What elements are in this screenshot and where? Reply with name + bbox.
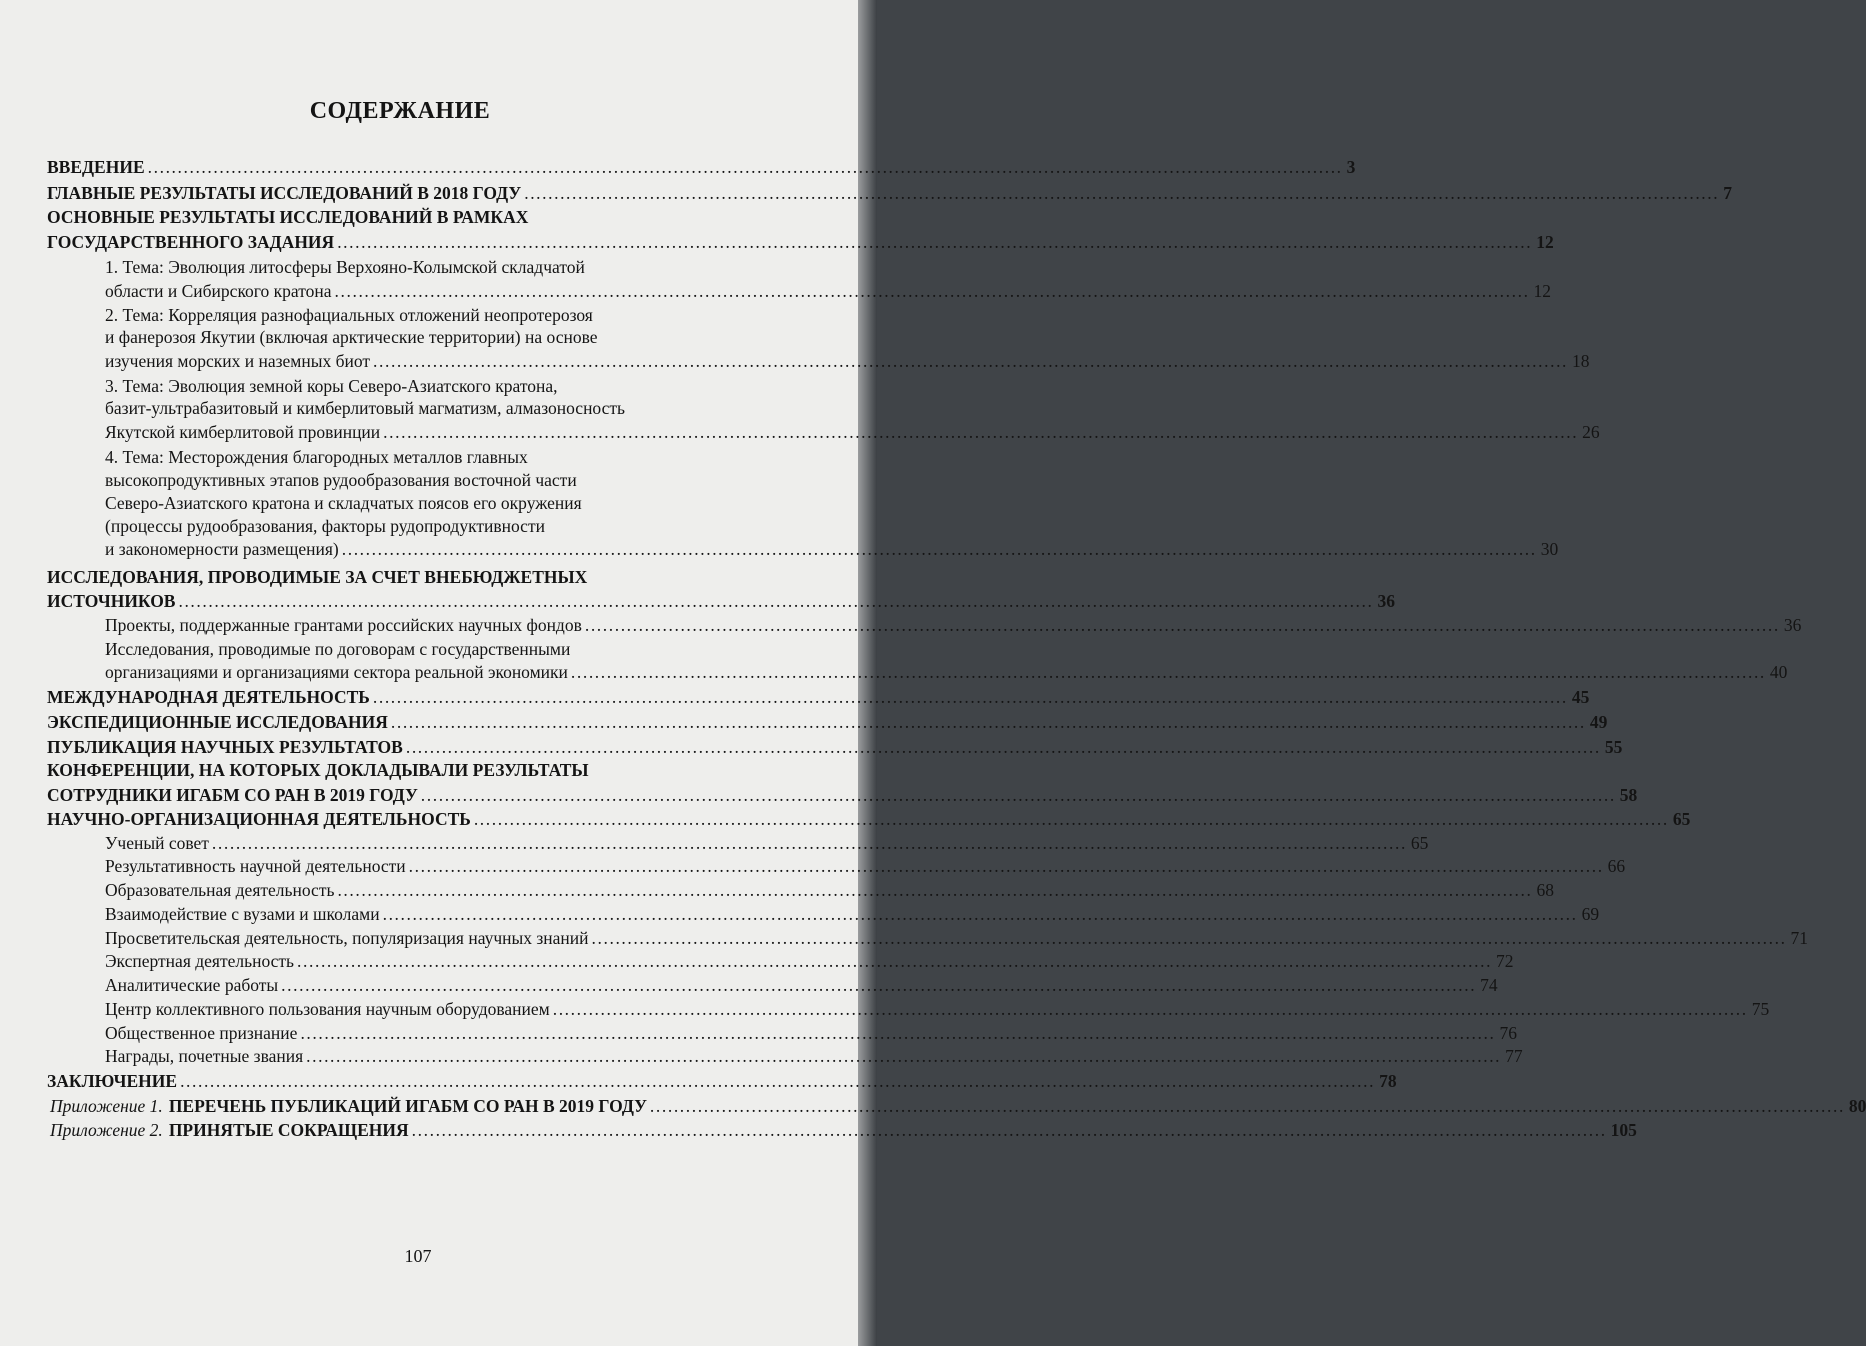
toc-entry-page: 68 [1536,880,1554,900]
toc-entry-page: 40 [1769,662,1788,682]
toc-entry-contracts[interactable]: организациями и организациями сектора реальной экономики ........................................................................................................................................................................................................ 40 [105,662,1788,682]
toc-entry-lead: (процессы рудообразования, факторы рудопродуктивности [105,516,545,536]
toc-entry-text: Взаимодействие с вузами и школами [105,904,380,924]
toc-entry-page: 75 [1751,999,1770,1019]
toc-entry-topic-2[interactable]: изучения морских и наземных биот ........................................................................................................................................................................................................ 18 [105,351,1590,371]
toc-entry-page: 66 [1607,856,1626,876]
toc-entry-text: организациями и организациями сектора реальной экономики [105,662,568,682]
toc-entry-text: Якутской кимберлитовой провинции [105,422,381,442]
toc-entry-page: 18 [1572,351,1590,371]
toc-entry-page: 12 [1533,281,1552,301]
toc-entry-text: Общественное признание [105,1023,298,1043]
toc-entry-lead: 1. Тема: Эволюция литосферы Верхояно-Колымской складчатой [105,257,585,277]
toc-entry-lead: базит-ультрабазитовый и кимберлитовый магматизм, алмазоносность [105,398,626,418]
toc-entry-text: ЭКСПЕДИЦИОННЫЕ ИССЛЕДОВАНИЯ [47,712,388,732]
toc-entry-page: 36 [1377,591,1395,611]
toc-entry-outreach[interactable]: Просветительская деятельность, популяризация научных знаний ........................................................................................................................................................................................................ 71 [105,928,1809,948]
toc-entry-grants[interactable]: Проекты, поддержанные грантами российских научных фондов ........................................................................................................................................................................................................ 36 [105,615,1802,635]
toc-title: СОДЕРЖАНИЕ [309,98,491,124]
toc-entry-lead: 3. Тема: Эволюция земной коры Северо-Азиатского кратона, [105,376,558,396]
toc-entry-text: области и Сибирского кратона [105,281,332,301]
toc-entry-topic-1[interactable]: области и Сибирского кратона ........................................................................................................................................................................................................ 12 [105,281,1552,301]
toc-entry-page: 7 [1723,183,1732,203]
appendix-prefix: Приложение 2. [50,1120,163,1140]
toc-entry-page: 105 [1610,1120,1637,1140]
toc-entry-topic-4[interactable]: и закономерности размещения) ........................................................................................................................................................................................................ 30 [105,539,1559,559]
toc-entry-text: НАУЧНО-ОРГАНИЗАЦИОННАЯ ДЕЯТЕЛЬНОСТЬ [47,809,471,829]
toc-entry-expertise[interactable]: Экспертная деятельность ........................................................................................................................................................................................................ 72 [105,951,1514,971]
toc-entry-text: ПУБЛИКАЦИЯ НАУЧНЫХ РЕЗУЛЬТАТОВ [47,737,403,757]
toc-entry-page: 65 [1410,833,1429,853]
toc-entry-lead: ИССЛЕДОВАНИЯ, ПРОВОДИМЫЕ ЗА СЧЕТ ВНЕБЮДЖЕТНЫХ [47,567,588,587]
toc-entry-text: Награды, почетные звания [105,1046,304,1066]
toc-entry-analytical[interactable]: Аналитические работы ........................................................................................................................................................................................................ 74 [105,975,1498,995]
toc-entry-page: 30 [1540,539,1559,559]
toc-entry-awards[interactable]: Награды, почетные звания ........................................................................................................................................................................................................ 77 [105,1046,1523,1066]
toc-entry-text: и закономерности размещения) [105,539,339,559]
toc-entry-performance[interactable]: Результативность научной деятельности ........................................................................................................................................................................................................ 66 [105,856,1626,876]
toc-entry-education[interactable]: Образовательная деятельность ........................................................................................................................................................................................................ 68 [105,880,1554,900]
toc-entry-text: ПЕРЕЧЕНЬ ПУБЛИКАЦИЙ ИГАБМ СО РАН В 2019 ГОДУ [168,1096,647,1116]
toc-entry-page: 78 [1379,1071,1397,1091]
appendix-prefix: Приложение 1. [50,1096,163,1116]
toc-entry-page: 74 [1480,975,1498,995]
toc-entry-conferences[interactable]: СОТРУДНИКИ ИГАБМ СО РАН В 2019 ГОДУ ........................................................................................................................................................................................................ 58 [47,785,1638,805]
toc-entry-page: 76 [1499,1023,1517,1043]
toc-entry-main-results[interactable]: ГЛАВНЫЕ РЕЗУЛЬТАТЫ ИССЛЕДОВАНИЙ В 2018 ГОДУ ........................................................................................................................................................................................................ 7 [47,183,1732,203]
toc-entry-text: СОТРУДНИКИ ИГАБМ СО РАН В 2019 ГОДУ [47,785,418,805]
toc-entry-page: 77 [1505,1046,1523,1066]
toc-entry-lead: 4. Тема: Месторождения благородных металлов главных [105,447,528,467]
toc-entry-page: 36 [1783,615,1802,635]
toc-entry-page: 72 [1496,951,1514,971]
toc-entry-introduction[interactable]: ВВЕДЕНИЕ ........................................................................................................................................................................................................ 3 [47,157,1356,177]
toc-entry-text: Проекты, поддержанные грантами российских научных фондов [105,615,582,635]
toc-entry-text: изучения морских и наземных биот [105,351,371,371]
toc-entry-text: Центр коллективного пользования научным оборудованием [105,999,550,1019]
toc-entry-text: ЗАКЛЮЧЕНИЕ [47,1071,178,1091]
toc-entry-universities[interactable]: Взаимодействие с вузами и школами ........................................................................................................................................................................................................ 69 [105,904,1600,924]
toc-entry-lead: Северо-Азиатского кратона и складчатых поясов его окружения [105,493,582,513]
toc-entry-text: ГОСУДАРСТВЕННОГО ЗАДАНИЯ [47,232,335,252]
toc-entry-text: Образовательная деятельность [105,880,335,900]
page-number: 107 [404,1246,432,1266]
toc-entry-text: Ученый совет [105,833,209,853]
toc-entry-text: ГЛАВНЫЕ РЕЗУЛЬТАТЫ ИССЛЕДОВАНИЙ В 2018 ГОДУ [47,183,522,203]
toc-entry-lead: Исследования, проводимые по договорам с государственными [105,639,571,659]
toc-entry-shared-facility[interactable]: Центр коллективного пользования научным оборудованием ........................................................................................................................................................................................................ 75 [105,999,1770,1019]
toc-entry-page: 65 [1672,809,1691,829]
toc-entry-text: Результативность научной деятельности [105,856,406,876]
toc-entry-page: 71 [1790,928,1809,948]
toc-entry-organizational[interactable]: НАУЧНО-ОРГАНИЗАЦИОННАЯ ДЕЯТЕЛЬНОСТЬ ........................................................................................................................................................................................................ 65 [47,809,1691,829]
toc-entry-lead: КОНФЕРЕНЦИИ, НА КОТОРЫХ ДОКЛАДЫВАЛИ РЕЗУЛЬТАТЫ [47,760,589,780]
toc-entry-appendix-2[interactable]: Приложение 2. ПРИНЯТЫЕ СОКРАЩЕНИЯ ........................................................................................................................................................................................................ 105 [50,1120,1637,1140]
toc-entry-page: 58 [1619,785,1638,805]
toc-entry-lead: высокопродуктивных этапов рудообразования восточной части [105,470,577,490]
toc-entry-text: ИСТОЧНИКОВ [47,591,176,611]
toc-entry-academic-council[interactable]: Ученый совет ........................................................................................................................................................................................................ 65 [105,833,1429,853]
toc-entry-lead: ОСНОВНЫЕ РЕЗУЛЬТАТЫ ИССЛЕДОВАНИЙ В РАМКАХ [47,207,529,227]
toc-entry-text: ВВЕДЕНИЕ [47,157,145,177]
toc-entry-international[interactable]: МЕЖДУНАРОДНАЯ ДЕЯТЕЛЬНОСТЬ ........................................................................................................................................................................................................ 45 [47,687,1590,707]
toc-entry-topic-3[interactable]: Якутской кимберлитовой провинции ........................................................................................................................................................................................................ 26 [105,422,1600,442]
toc-entry-recognition[interactable]: Общественное признание ........................................................................................................................................................................................................ 76 [105,1023,1517,1043]
toc-entry-text: Просветительская деятельность, популяризация научных знаний [105,928,589,948]
toc-entry-appendix-1[interactable]: Приложение 1. ПЕРЕЧЕНЬ ПУБЛИКАЦИЙ ИГАБМ СО РАН В 2019 ГОДУ ........................................................................................................................................................................................................ 80 [50,1096,1866,1116]
toc-entry-page: 26 [1582,422,1600,442]
toc-entry-page: 45 [1571,687,1590,707]
toc-entry-page: 69 [1581,904,1600,924]
toc-entry-lead: 2. Тема: Корреляция разнофациальных отложений неопротерозоя [105,305,593,325]
toc-entry-expeditions[interactable]: ЭКСПЕДИЦИОННЫЕ ИССЛЕДОВАНИЯ ........................................................................................................................................................................................................ 49 [47,712,1608,732]
toc-entry-page: 55 [1604,737,1623,757]
toc-entry-page: 12 [1536,232,1554,252]
toc-entry-state-assignment[interactable]: ГОСУДАРСТВЕННОГО ЗАДАНИЯ ........................................................................................................................................................................................................ 12 [47,232,1554,252]
toc-entry-page: 80 [1848,1096,1866,1116]
toc-entry-lead: и фанерозоя Якутии (включая арктические территории) на основе [105,327,598,347]
toc-entry-text: ПРИНЯТЫЕ СОКРАЩЕНИЯ [168,1120,409,1140]
toc-entry-text: МЕЖДУНАРОДНАЯ ДЕЯТЕЛЬНОСТЬ [47,687,370,707]
toc-entry-page: 3 [1346,157,1356,177]
toc-entry-page: 49 [1589,712,1608,732]
toc-entry-conclusion[interactable]: ЗАКЛЮЧЕНИЕ ........................................................................................................................................................................................................ 78 [47,1071,1397,1091]
toc-entry-text: Экспертная деятельность [105,951,295,971]
toc-entry-publications[interactable]: ПУБЛИКАЦИЯ НАУЧНЫХ РЕЗУЛЬТАТОВ ........................................................................................................................................................................................................ 55 [47,737,1623,757]
toc-entry-extrabudget[interactable]: ИСТОЧНИКОВ ........................................................................................................................................................................................................ 36 [47,591,1395,611]
toc-entry-text: Аналитические работы [105,975,279,995]
